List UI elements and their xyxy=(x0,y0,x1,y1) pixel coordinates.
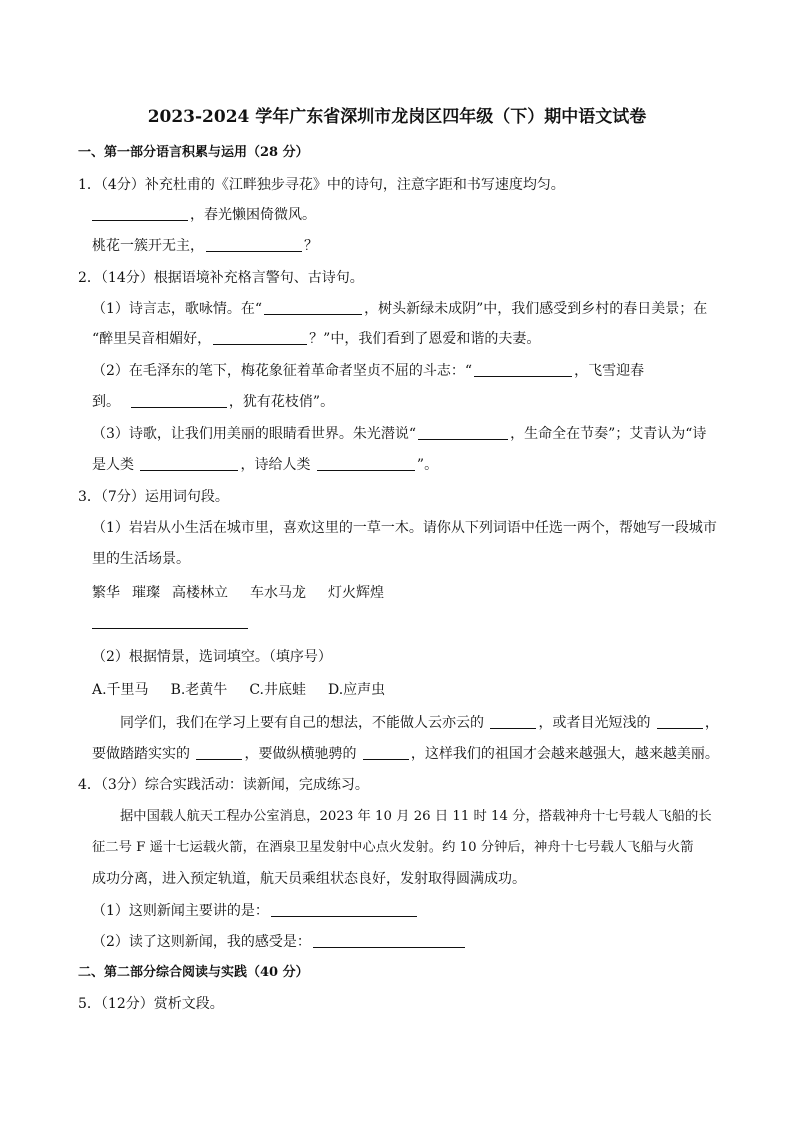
text: ？”中，我们看到了恩爱和谐的夫妻。 xyxy=(309,331,541,347)
q1-line1-text: ，春光懒困倚微风。 xyxy=(190,207,316,223)
text: 要做踏踏实实的 xyxy=(92,746,190,762)
q3-part1-line1: （1）岩岩从小生活在城市里，喜欢这里的一草一木。请你从下列词语中任选一两个，帮她写一段城市 xyxy=(92,520,717,536)
answer-blank[interactable] xyxy=(131,393,227,408)
text: （2）读了这则新闻，我的感受是： xyxy=(92,934,311,950)
section-1-heading: 一、第一部分语言积累与运用（28 分） xyxy=(78,145,309,160)
text: ，诗给人类 xyxy=(240,457,311,473)
text: （3）诗歌，让我们用美丽的眼睛看世界。朱光潜说“ xyxy=(92,426,417,442)
q1-line1 xyxy=(92,206,316,224)
q1-stem: 1．（4分）补充杜甫的《江畔独步寻花》中的诗句，注意字距和书写速度均匀。 xyxy=(78,177,565,193)
q1-line2-text: 桃花一簇开无主， xyxy=(92,238,204,254)
q4-news-line3: 成功分离，进入预定轨道，航天员乘组状态良好，发射取得圆满成功。 xyxy=(92,871,526,887)
q3-stem: 3．（7分）运用词句段。 xyxy=(78,489,229,505)
q4-news-line2: 征二号 F 遥十七运载火箭，在酒泉卫星发射中心点火发射。约 10 分钟后，神舟十七号载人飞船与火箭 xyxy=(92,840,694,855)
q2-stem: 2．（14分）根据语境补充格言警句、古诗句。 xyxy=(78,270,364,286)
q2-part2-line1 xyxy=(92,362,644,380)
q3-word-list xyxy=(92,584,384,602)
answer-blank[interactable] xyxy=(313,933,465,948)
answer-blank[interactable] xyxy=(264,300,362,315)
option-a: A.千里马 xyxy=(92,682,149,698)
text: 是人类 xyxy=(92,457,134,473)
text: ，生命全在节奏”；艾青认为“诗 xyxy=(510,426,707,442)
writing-answer-line[interactable] xyxy=(92,628,248,629)
answer-blank[interactable] xyxy=(140,456,238,471)
q2-part3-line1 xyxy=(92,425,706,443)
word-item: 灯火辉煌 xyxy=(328,585,384,601)
q4-sub1 xyxy=(92,902,419,920)
text: ，犹有花枝俏”。 xyxy=(228,394,335,410)
text: ，树头新绿未成阴”中，我们感受到乡村的春日美景；在 xyxy=(364,301,708,317)
q3-paragraph-line1 xyxy=(120,714,719,732)
text: 同学们，我们在学习上要有自己的想法，不能做人云亦云的 xyxy=(120,715,484,731)
text: （1）诗言志，歌咏情。在“ xyxy=(92,301,263,317)
answer-blank[interactable] xyxy=(657,714,703,729)
answer-blank[interactable] xyxy=(213,330,307,345)
q1-line2 xyxy=(92,237,318,255)
text: ，或者目光短浅的 xyxy=(538,715,651,731)
q4-stem: 4．（3分）综合实践活动：读新闻，完成练习。 xyxy=(78,777,369,793)
section-2-heading: 二、第二部分综合阅读与实践（40 分） xyxy=(78,965,309,980)
q2-part2-line2 xyxy=(92,393,334,411)
option-c: C.井底蛙 xyxy=(249,682,306,698)
answer-blank[interactable] xyxy=(490,714,536,729)
text: （1）这则新闻主要讲的是： xyxy=(92,903,269,919)
q2-part1-line1 xyxy=(92,300,707,318)
text: ，飞雪迎春 xyxy=(574,363,645,379)
word-item: 繁华 xyxy=(92,585,120,601)
text: （2）在毛泽东的笔下，梅花象征着革命者坚贞不屈的斗志：“ xyxy=(92,363,473,379)
option-d: D.应声虫 xyxy=(327,682,386,698)
answer-blank[interactable] xyxy=(363,745,409,760)
text: ”。 xyxy=(416,457,439,473)
q3-part2-stem: （2）根据情景，选词填空。（填序号） xyxy=(92,649,332,665)
text: ，要做纵横驰骋的 xyxy=(244,746,357,762)
q4-sub2 xyxy=(92,933,467,951)
q5-stem: 5．（12分）赏析文段。 xyxy=(78,996,224,1012)
answer-blank[interactable] xyxy=(317,456,415,471)
text: 到。 xyxy=(92,394,120,410)
word-item: 车水马龙 xyxy=(250,585,306,601)
q1-line2-end: ？ xyxy=(304,238,318,254)
word-item: 璀璨 xyxy=(132,585,160,601)
answer-blank[interactable] xyxy=(418,425,508,440)
answer-blank[interactable] xyxy=(271,902,417,917)
page-title: 2023-2024 学年广东省深圳市龙岗区四年级（下）期中语文试卷 xyxy=(147,107,647,127)
word-item: 高楼林立 xyxy=(172,585,228,601)
q3-paragraph-line2 xyxy=(92,745,719,763)
text: ，这样我们的祖国才会越来越强大，越来越美丽。 xyxy=(410,746,719,762)
q4-news-line1: 据中国载人航天工程办公室消息，2023 年 10 月 26 日 11 时 14 分，搭载神舟十七号载人飞船的长 xyxy=(120,809,712,824)
text: ， xyxy=(704,715,719,731)
option-b: B.老黄牛 xyxy=(170,682,228,698)
answer-blank[interactable] xyxy=(474,362,572,377)
q2-part3-line2 xyxy=(92,456,438,474)
q3-options xyxy=(92,681,385,699)
text: “醉里吴音相媚好， xyxy=(92,331,212,347)
q2-part1-line2 xyxy=(92,330,540,348)
answer-blank[interactable] xyxy=(92,206,188,221)
answer-blank[interactable] xyxy=(206,237,302,252)
q3-part1-line2: 里的生活场景。 xyxy=(92,551,190,567)
answer-blank[interactable] xyxy=(196,745,242,760)
